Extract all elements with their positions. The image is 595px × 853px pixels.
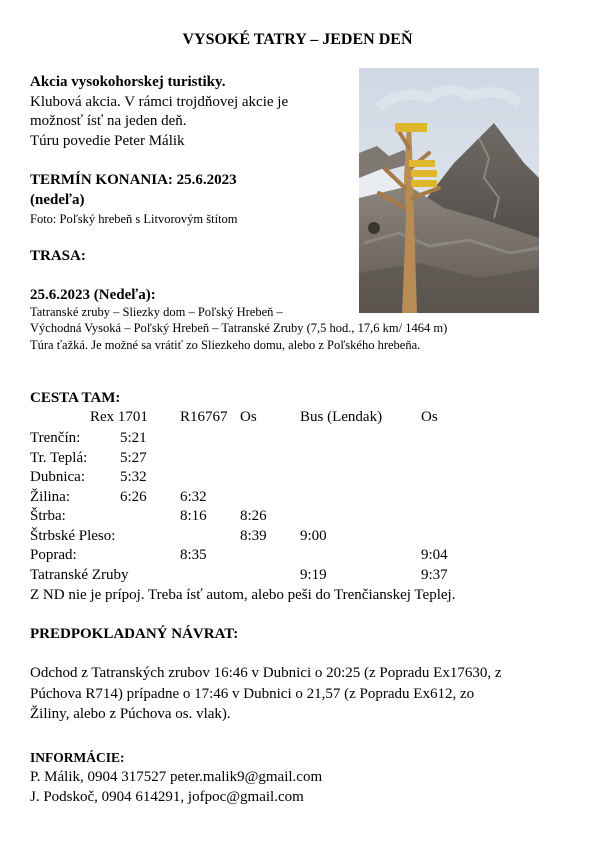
- schedule-time: 5:27: [120, 449, 147, 466]
- schedule-time: 6:32: [180, 488, 207, 505]
- schedule-time: 8:26: [240, 508, 267, 524]
- schedule-stop-name: Poprad:: [30, 547, 77, 563]
- schedule-time: 9:00: [300, 527, 327, 544]
- photo-illustration: [359, 68, 539, 313]
- schedule-stop-name: Tr. Teplá:: [30, 449, 88, 466]
- trasa-date: 25.6.2023 (Nedeľa):: [30, 287, 156, 303]
- schedule-time: 5:21: [120, 430, 147, 446]
- page-title: VYSOKÉ TATRY – JEDEN DEŇ: [182, 31, 413, 48]
- mountain-photo: [359, 68, 539, 313]
- cesta-heading: CESTA TAM:: [30, 390, 121, 406]
- schedule-stop-name: Dubnica:: [30, 469, 85, 485]
- schedule-column-header: Os: [240, 409, 257, 425]
- trasa-heading: TRASA:: [30, 248, 86, 264]
- schedule-stop-name: Žilina:: [30, 488, 70, 505]
- schedule-column-header: R16767: [180, 409, 228, 425]
- termin-day: (nedeľa): [30, 192, 85, 208]
- schedule-column-header: Os: [421, 409, 438, 425]
- schedule-time: 6:26: [120, 488, 147, 505]
- contact-malik: P. Málik, 0904 317527 peter.malik9@gmail.com: [30, 769, 323, 785]
- photo-caption: Foto: Poľský hrebeň s Litvorovým štítom: [30, 212, 238, 226]
- schedule-column-header: Rex 1701: [90, 409, 148, 425]
- schedule-time: 8:39: [240, 527, 267, 544]
- trasa-line-1: Tatranské zruby – Sliezky dom – Poľský Hrebeň –: [30, 305, 283, 319]
- intro-line-2: Klubová akcia. V rámci trojdňovej akcie je: [30, 94, 289, 110]
- schedule-time: 9:19: [300, 566, 327, 583]
- intro-line-3: možnosť ísť na jeden deň.: [30, 113, 187, 129]
- schedule-column-header: Bus (Lendak): [300, 409, 383, 425]
- cesta-note: Z ND nie je prípoj. Treba ísť autom, alebo peši do Trenčianskej Teplej.: [30, 587, 456, 603]
- schedule-stop-name: Štrbské Pleso:: [30, 527, 116, 544]
- schedule-time: 5:32: [120, 469, 147, 485]
- schedule-stop-name: Štrba:: [30, 508, 66, 524]
- schedule-time: 8:35: [180, 547, 207, 563]
- schedule-stop-name: Tatranské Zruby: [30, 566, 129, 583]
- schedule-stop-name: Trenčín:: [30, 430, 81, 446]
- navrat-heading: PREDPOKLADANÝ NÁVRAT:: [30, 626, 239, 642]
- navrat-line-1: Odchod z Tatranských zrubov 16:46 v Dubnici o 20:25 (z Popradu Ex17630, z: [30, 665, 502, 681]
- schedule-time: 8:16: [180, 508, 207, 524]
- intro-line-1: Akcia vysokohorskej turistiky.: [30, 74, 226, 90]
- schedule-time: 9:37: [421, 566, 448, 583]
- trasa-line-3: Túra ťažká. Je možné sa vrátiť zo Sliezkeho domu, alebo z Poľského hrebeňa.: [30, 338, 421, 352]
- navrat-line-3: Žiliny, alebo z Púchova os. vlak).: [30, 706, 231, 722]
- trasa-line-2: Východná Vysoká – Poľský Hrebeň – Tatranské Zruby (7,5 hod., 17,6 km/ 1464 m): [30, 321, 448, 335]
- termin-heading: TERMÍN KONANIA: 25.6.2023: [30, 172, 237, 188]
- intro-line-4: Túru povedie Peter Málik: [30, 133, 185, 149]
- info-heading: INFORMÁCIE:: [30, 750, 125, 765]
- schedule-time: 9:04: [421, 547, 448, 563]
- contact-podskoc: J. Podskoč, 0904 614291, jofpoc@gmail.com: [30, 789, 304, 805]
- navrat-line-2: Púchova R714) prípadne o 17:46 v Dubnici o 21,57 (z Popradu Ex612, zo: [30, 686, 475, 702]
